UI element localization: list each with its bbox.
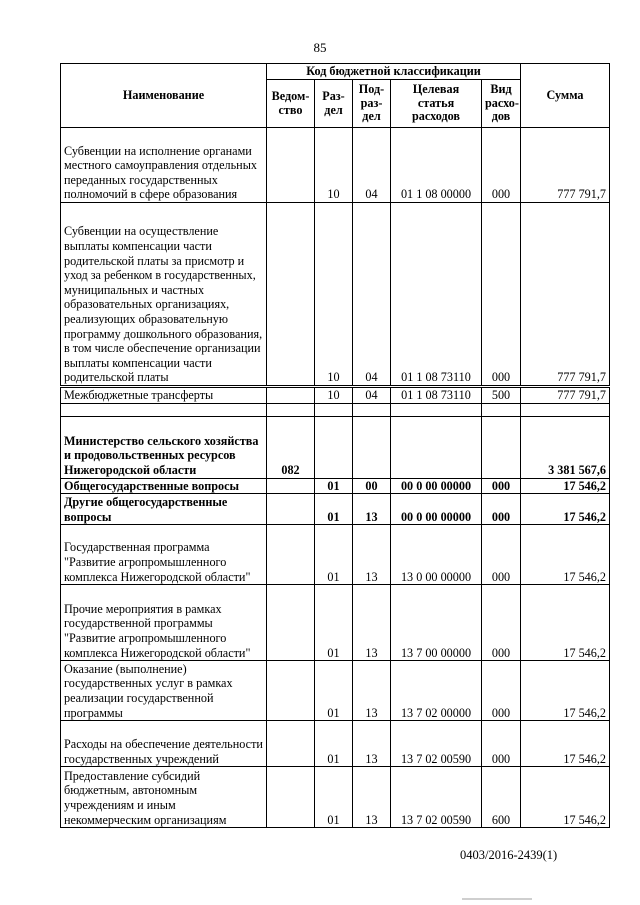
row-name: Межбюджетные трансферты xyxy=(61,387,267,404)
header-podrazdel: Под-раз-дел xyxy=(353,80,391,128)
row-vid: 500 xyxy=(482,387,521,404)
row-ved xyxy=(267,525,315,585)
row-ved xyxy=(267,585,315,661)
row-podrazdel: 13 xyxy=(353,767,391,828)
row-podrazdel: 13 xyxy=(353,494,391,525)
row-statya: 13 7 00 00000 xyxy=(391,585,482,661)
table-row xyxy=(61,478,610,494)
row-summa: 17 546,2 xyxy=(521,478,610,494)
row-name: Расходы на обеспечение деятельности государственных учреждений xyxy=(61,721,267,767)
row-vid: 000 xyxy=(482,478,521,494)
page-number: 85 xyxy=(313,40,327,55)
row-ved xyxy=(267,403,315,416)
row-name xyxy=(61,403,267,416)
row-ved xyxy=(267,203,315,387)
scan-artifact xyxy=(462,898,532,900)
row-statya: 13 7 02 00000 xyxy=(391,661,482,721)
row-statya: 13 7 02 00590 xyxy=(391,767,482,828)
row-summa: 17 546,2 xyxy=(521,661,610,721)
row-vid: 000 xyxy=(482,494,521,525)
row-summa xyxy=(521,403,610,416)
row-vid: 600 xyxy=(482,767,521,828)
row-podrazdel: 13 xyxy=(353,721,391,767)
row-vid: 000 xyxy=(482,525,521,585)
row-statya: 01 1 08 73110 xyxy=(391,203,482,387)
row-vid: 000 xyxy=(482,721,521,767)
row-vid xyxy=(482,403,521,416)
row-vid: 000 xyxy=(482,128,521,203)
header-summa: Сумма xyxy=(521,64,610,128)
row-statya xyxy=(391,416,482,478)
row-ved xyxy=(267,767,315,828)
row-summa: 17 546,2 xyxy=(521,494,610,525)
row-podrazdel: 04 xyxy=(353,128,391,203)
row-podrazdel: 04 xyxy=(353,387,391,404)
row-name: Министерство сельского хозяйства и продовольственных ресурсов Нижегородской области xyxy=(61,416,267,478)
row-podrazdel: 13 xyxy=(353,525,391,585)
row-statya: 00 0 00 00000 xyxy=(391,494,482,525)
row-statya: 13 0 00 00000 xyxy=(391,525,482,585)
table-row xyxy=(61,525,610,585)
row-razdel: 01 xyxy=(315,585,353,661)
row-razdel xyxy=(315,403,353,416)
table-row xyxy=(61,128,610,203)
row-razdel xyxy=(315,416,353,478)
header-vedomstvo: Ведом-ство xyxy=(267,80,315,128)
row-summa: 17 546,2 xyxy=(521,525,610,585)
table-row xyxy=(61,721,610,767)
row-summa: 17 546,2 xyxy=(521,767,610,828)
row-name: Другие общегосударственные вопросы xyxy=(61,494,267,525)
row-vid: 000 xyxy=(482,661,521,721)
row-ved xyxy=(267,494,315,525)
row-statya: 01 1 08 73110 xyxy=(391,387,482,404)
row-statya: 13 7 02 00590 xyxy=(391,721,482,767)
row-summa: 17 546,2 xyxy=(521,585,610,661)
row-vid: 000 xyxy=(482,203,521,387)
row-ved xyxy=(267,721,315,767)
row-razdel: 10 xyxy=(315,128,353,203)
document-code: 0403/2016-2439(1) xyxy=(460,848,558,862)
row-vid: 000 xyxy=(482,585,521,661)
row-statya: 01 1 08 00000 xyxy=(391,128,482,203)
table-row xyxy=(61,387,610,404)
row-razdel: 10 xyxy=(315,203,353,387)
row-vid xyxy=(482,416,521,478)
row-name: Общегосударственные вопросы xyxy=(61,478,267,494)
row-ved xyxy=(267,661,315,721)
row-podrazdel xyxy=(353,403,391,416)
row-razdel: 01 xyxy=(315,494,353,525)
header-statya: Целевая статья расходов xyxy=(391,80,482,128)
row-ved: 082 xyxy=(267,416,315,478)
row-ved xyxy=(267,478,315,494)
row-summa: 777 791,7 xyxy=(521,203,610,387)
table-row xyxy=(61,494,610,525)
row-razdel: 01 xyxy=(315,721,353,767)
row-name: Субвенции на осуществление выплаты компенсации части родительской платы за присмотр и уход за ребенком в государственных, муниципальных и частных образовательных организациях, реализующих образовательную программу дошкольного образования, в том числе обеспечение организации выплаты компенсации части родительской платы xyxy=(61,203,267,387)
row-podrazdel: 13 xyxy=(353,661,391,721)
table-row-spacer xyxy=(61,403,610,416)
row-podrazdel xyxy=(353,416,391,478)
row-name: Оказание (выполнение) государственных услуг в рамках реализации государственной программы xyxy=(61,661,267,721)
row-statya: 00 0 00 00000 xyxy=(391,478,482,494)
row-name: Предоставление субсидий бюджетным, автономным учреждениям и иным некоммерческим организациям xyxy=(61,767,267,828)
row-podrazdel: 13 xyxy=(353,585,391,661)
row-razdel: 01 xyxy=(315,767,353,828)
row-razdel: 01 xyxy=(315,525,353,585)
row-razdel: 10 xyxy=(315,387,353,404)
table-row xyxy=(61,661,610,721)
row-ved xyxy=(267,128,315,203)
row-summa: 17 546,2 xyxy=(521,721,610,767)
row-podrazdel: 04 xyxy=(353,203,391,387)
row-podrazdel: 00 xyxy=(353,478,391,494)
row-summa: 777 791,7 xyxy=(521,387,610,404)
table-row xyxy=(61,585,610,661)
row-statya xyxy=(391,403,482,416)
header-vid: Вид расхо-дов xyxy=(482,80,521,128)
row-summa: 3 381 567,6 xyxy=(521,416,610,478)
budget-table xyxy=(60,63,610,828)
row-name: Государственная программа "Развитие агропромышленного комплекса Нижегородской области" xyxy=(61,525,267,585)
table-row xyxy=(61,203,610,387)
header-name: Наименование xyxy=(61,64,267,128)
table-row xyxy=(61,767,610,828)
table-row xyxy=(61,416,610,478)
row-name: Прочие мероприятия в рамках государственной программы "Развитие агропромышленного комплекса Нижегородской области" xyxy=(61,585,267,661)
header-razdel: Раз-дел xyxy=(315,80,353,128)
row-razdel: 01 xyxy=(315,478,353,494)
row-ved xyxy=(267,387,315,404)
header-code-group: Код бюджетной классификации xyxy=(267,64,521,80)
row-name: Субвенции на исполнение органами местного самоуправления отдельных переданных государственных полномочий в сфере образования xyxy=(61,128,267,203)
row-razdel: 01 xyxy=(315,661,353,721)
row-summa: 777 791,7 xyxy=(521,128,610,203)
